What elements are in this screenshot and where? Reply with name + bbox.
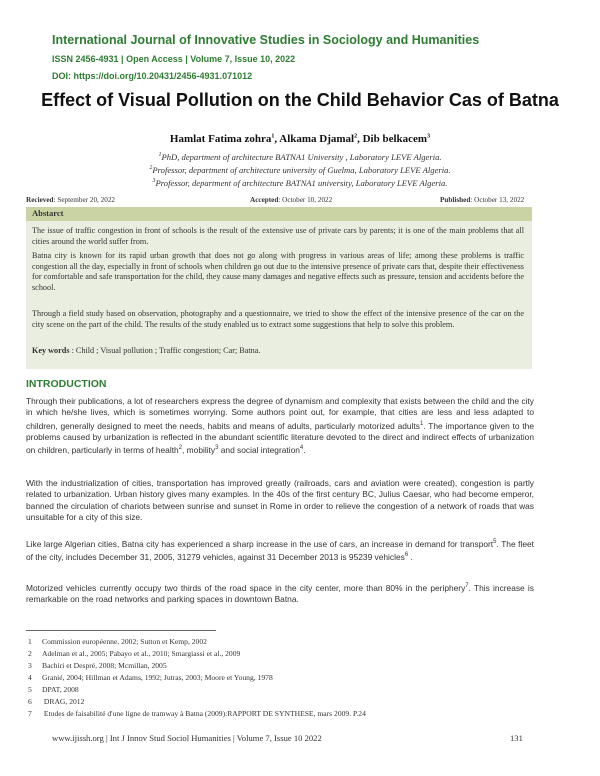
section-heading: INTRODUCTION [26,378,107,390]
abstract-heading: Abstarct [32,208,64,218]
received-date: Recieved: September 20, 2022 [26,196,116,204]
author-name: Hamlat Fatima zohra [169,133,272,145]
footnote: 6 DRAG, 2012 [28,697,85,706]
footnote: 7 Etudes de faisabilité d'une ligne de tramway à Batna (2009):RAPPORT DE SYNTHESE, mars 2009. P.24 [28,709,366,718]
keywords: Key words : Child ; Visual pollution ; Traffic congestion; Car; Batna. [32,346,261,355]
footnote: 5 DPAT, 2008 [28,685,79,694]
abstract-paragraph: The issue of traffic congestion in front of schools is the result of the extensive use of private cars by parents; it is one of the main problems that all cities around the world suffer from. [32,226,524,246]
author-list: Hamlat Fatima zohra$^1$, Alkama Djamal$^2$, Dib belkacem$^3$ [169,133,431,145]
page-number: 131 [510,733,523,743]
abstract-paragraph: Through a field study based on observation, photography and a questionnaire, we tried to show the effect of the intensive presence of the car on the city scene on the part of the child. The results of the study enabled us to extract some suggestions that help to solve this problem. [32,309,524,329]
published-date: Published: October 13, 2022 [440,196,525,204]
footnote-divider [26,630,216,631]
affiliation: $^2$Professor, department of architecture university of Guelma, Laboratory LEVE Algeria. [149,165,451,175]
accepted-date: Accepted: October 10, 2022 [250,196,333,204]
author-name: Alkama Djamal [279,133,355,145]
intro-paragraph: Motorized vehicles currently occupy two thirds of the road space in the city center, more than 80% in the periphery$^7$. This increase is remarkable on the road networks and parking spaces in downtown Batna. [26,582,534,605]
abstract-paragraph: Batna city is known for its rapid urban growth that does not go along with progress in various areas of life; among these problems is traffic congestion all the day, especially in front of schools when children go out due to the intensive presence of private cars that, despite their effectiveness for comfortable and safe transportation for the child, they cause many damages and negative effects such as pressure, tension and accidents before the school. [32,251,524,292]
author-name: Dib belkacem [362,133,428,145]
paper-title: Effect of Visual Pollution on the Child Behavior Cas of Batna [41,90,559,110]
doi-line[interactable]: DOI: https://doi.org/10.20431/2456-4931.071012 [52,71,253,81]
intro-paragraph: With the industrialization of cities, transportation has improved greatly (railroads, cars and aviation were created), congestion is partly related to urbanization. Urban history gives many examples. In the 40s of the first century BC, Julius Caesar, who had become emperor, banned the circulation of chariots between sunrise and sunset in Rome in order to relieve the congestion of a network of roads that was unsuitable for a city of this size. [26,478,534,523]
intro-paragraph: Through their publications, a lot of researchers express the degree of dynamism and complexity that exists between the child and the city in which he/she lives, which is sometimes worrying. Some authors point out, for example, that cities are less and less adapted to children, generally designed to meet the needs, habits and means of adults, particularly motorized adults$^1$. The importance given to the problems caused by urbanization is reflected in the abundant scientific literature devoted to the direct and indirect effects of urbanization on children, particularly in terms of health$^2$, mobility$^3$ and social integration$^4$. [26,396,534,456]
abstract-heading-bar [26,207,532,221]
page-footer: www.ijissh.org | Int J Innov Stud Sociol Humanities | Volume 7, Issue 10 2022 [52,733,322,743]
journal-name: International Journal of Innovative Studies in Sociology and Humanities [52,33,480,47]
abstract-box [26,221,532,369]
affiliation: $^3$Professor, department of architecture BATNA1 university, Laboratory LEVE Algeria. [152,178,448,188]
footnote: 2 Adelman et al., 2005; Pabayo et al., 2010; Smargiassi et al., 2009 [28,649,241,658]
footnote: 3 Bachiri et Despré, 2008; Mcmillan, 2005 [28,661,167,670]
footnote: 4 Granié, 2004; Hillman et Adams, 1992; Jutras, 2003; Moore et Young, 1978 [28,673,273,682]
intro-paragraph: Like large Algerian cities, Batna city has experienced a sharp increase in the use of cars, an increase in demand for transport$^5$. The fleet of the city, includes December 31, 2005, 31279 vehicles, against 31 December 2013 is 95239 vehicles$^6$ . [26,538,534,562]
footnote: 1 Commission européenne, 2002; Sutton et Kemp, 2002 [28,637,207,646]
issn-line: ISSN 2456-4931 | Open Access | Volume 7, Issue 10, 2022 [52,54,296,64]
affiliation: $^1$PhD, department of architecture BATNA1 University , Laboratory LEVE Algeria. [158,152,442,162]
